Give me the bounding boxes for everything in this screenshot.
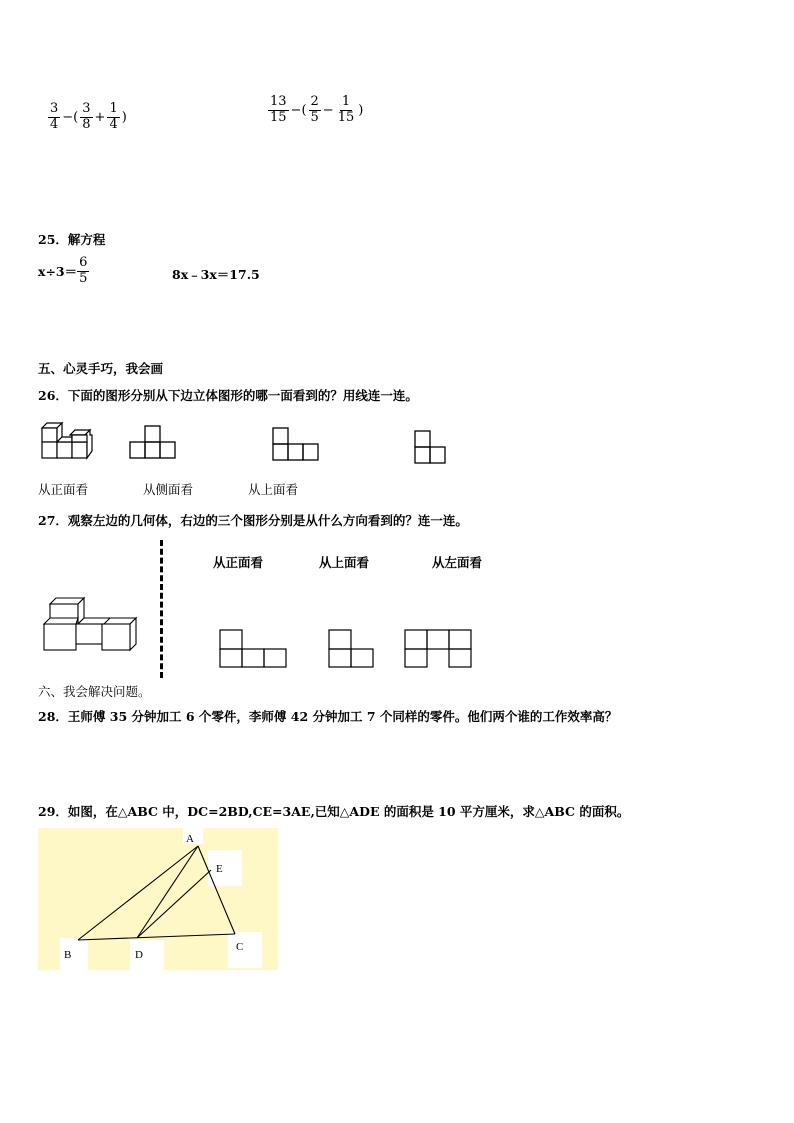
q26-view-1 [130,425,176,460]
q27-text: 27．观察左边的几何体，右边的三个图形分别是从什么方向看到的？连一连。 [38,513,468,528]
expression-2: $\frac{13}{15}$ −( $\frac{2}{5}$ − $\frac{1}{15}$ ) [270,94,364,125]
fraction: $\frac{6}{5}$ [79,255,88,286]
q26-label-front: 从正面看 [38,482,89,497]
q28-text: 28．王师傅 35 分钟加工 6 个零件，李师傅 42 分钟加工 7 个同样的零件。他们两个谁的工作效率高？ [38,709,618,724]
q26-solid-figure [40,418,100,462]
fraction: $\frac{1}{15}$ [337,94,355,125]
dashed-divider [160,540,163,678]
q27-solid-figure [42,596,142,656]
q26-label-side: 从侧面看 [143,482,194,497]
q26-text: 26．下面的图形分别从下边立体图形的哪一面看到的？用线连一连。 [38,388,418,403]
q27-shape-3 [405,629,475,669]
q29-text: 29．如图，在△ABC 中，DC=2BD,CE=3AE,已知△ADE 的面积是 10 平方厘米，求△ABC 的面积。 [38,804,630,819]
fraction: $\frac{1}{4}$ [109,101,118,132]
q25-equation-1: x÷3＝ $\frac{6}{5}$ [38,255,88,286]
expression-1: $\frac{3}{4}$ −( $\frac{3}{8}$ + $\frac{1}{4}$ ) [50,101,127,132]
fraction: $\frac{13}{15}$ [270,94,287,125]
q26-view-2 [273,428,319,462]
fraction: $\frac{3}{8}$ [82,101,91,132]
q25-title: 25．解方程 [38,232,106,247]
section-6-heading: 六、我会解决问题。 [38,684,151,699]
q25-equation-2: 8x﹣3x＝17.5 [172,267,260,282]
fraction: $\frac{2}{5}$ [310,94,319,125]
q27-view-label-top: 从上面看 [319,555,370,570]
q27-view-label-front: 从正面看 [213,555,264,570]
fraction: $\frac{3}{4}$ [50,101,59,132]
point-label-E: E [216,863,223,875]
q27-view-label-left: 从左面看 [432,555,483,570]
point-label-C: C [236,941,244,953]
point-label-B: B [64,949,72,961]
point-label-D: D [135,949,143,961]
section-5-heading: 五、心灵手巧，我会画 [38,361,164,376]
point-label-A: A [186,833,194,845]
q26-view-3 [415,431,447,465]
q29-triangle-diagram [38,828,278,970]
q27-shape-1 [220,629,288,669]
q27-shape-2 [329,629,375,669]
q26-label-top: 从上面看 [248,482,299,497]
